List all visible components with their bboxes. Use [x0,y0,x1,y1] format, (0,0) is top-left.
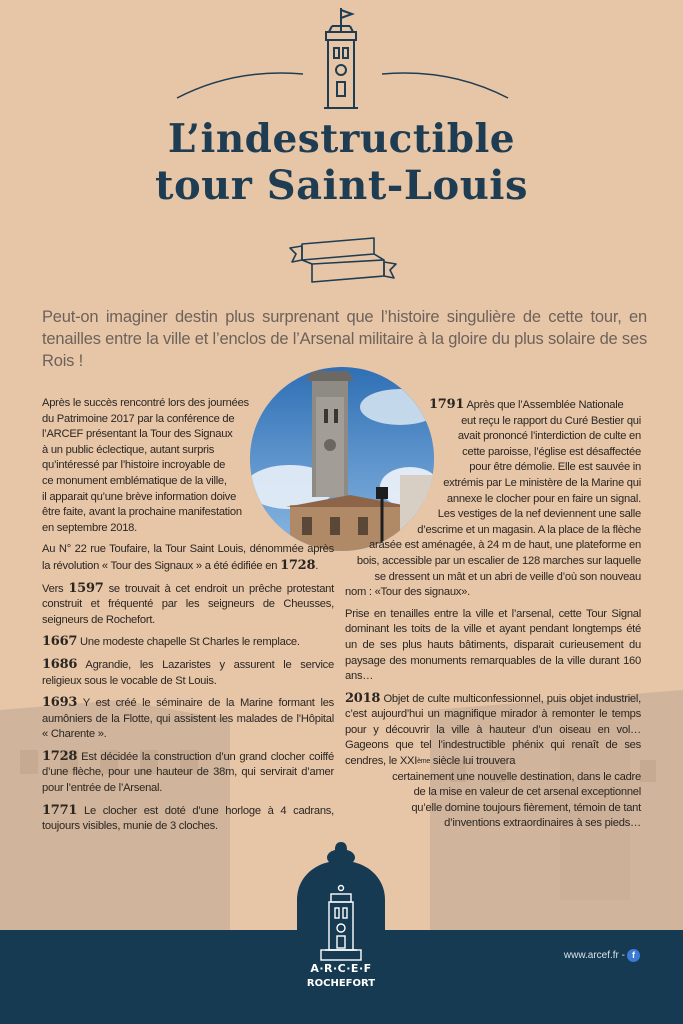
right-column [345,397,641,838]
page-title-line2: tour Saint-Louis [155,162,528,209]
right-paragraph-3: 2018 Objet de culte multiconfessionnel, puis objet industriel, c’est aujourd’hui un magnifique mirador à remonter le temps pour y découvrir la ville à hauteur d’un oiseau en vol… Gageons que tel l’indestructible phénix qui renaît de ses cendres, le XXIème siècle lui trouvera certainement une nouvelle destination, dans le cadre de la mise en valeur de cet arsenal exceptionnel qu’elle domine toujours fièrement, témoin de tant d’inventions extraordinaires à ses pieds… [345,690,641,830]
left-paragraph-5: 1686 Agrandie, les Lazaristes y assurent le service religieux sous le vocable de St Louis. [42,656,334,687]
left-paragraph-7: 1728 Est décidée la construction d’un grand clocher coiffé d’une flèche, pour une hauteur de 38m, qui servirait d’amer pour l’entrée de l’Arsenal. [42,748,334,795]
left-paragraph-4: 1667 Une modeste chapelle St Charles le remplace. [42,634,300,650]
intro-paragraph: Peut-on imaginer destin plus surprenant que l’histoire singulière de cette tour, en tenailles entre la ville et l’enclos de l’Arsenal militaire à la gloire du plus solaire de ses Rois ! [42,308,647,370]
right-paragraph-2: Prise en tenailles entre la ville et l’arsenal, cette Tour Signal dominant les toits de la ville et ayant pendant longtemps été un de ses plus hauts bâtiments, disparait curieusement du paysage des monuments remarquables de la ville durant 160 ans… [345,607,641,683]
page-title-line1: L’indestructible [167,116,516,162]
arcef-badge [291,838,391,1024]
left-paragraph-3: Vers 1597 se trouvait à cet endroit un prêche protestant construit et fréquenté par les seigneurs de Cheusses, seigneurs de Rochefort. [42,580,335,626]
logo-city: ROCHEFORT [306,978,376,989]
left-paragraph-1: Après le succès rencontré lors des journées du Patrimoine 2017 par la conférence de l’ARCEF présentant la Tour des Signaux à un public éclectique, autant surpris qu’intéressé par l’histoire incroyable de ce monument emblématique de la ville, il apparait qu’une brève information doive être faite, avant la prochaine manifestation en septembre 2018. [42,397,249,534]
right-paragraph-1: 1791 Après que l’Assemblée Nationale eut reçu le rapport du Curé Bestier qui avait prononcé l’interdiction de culte en cette paroisse, l’église est désaffectée pour être démolie. Elle est sauvée in extrémis par Le ministère de la Marine qui annexe le clocher pour en faire un signal. Les vestiges de la nef deviennent une salle d’escrime et un magasin. A la place de la flèche arasée est aménagée, à 24 m de haut, une plateforme en bois, accessible par un escalier de 128 marches sur laquelle se dressent un mât et un abri de veille d’où son nouveau nom : «Tour des signaux». [345,397,641,599]
website-link[interactable]: www.arcef.fr - [563,950,625,961]
tower-outline-icon [316,6,366,110]
left-paragraph-2: Au N° 22 rue Toufaire, la Tour Saint Louis, dénommée après la révolution « Tour des Signaux » a été édifiée en 1728. [42,543,334,573]
left-column [42,396,334,841]
logo-acronym: A·R·C·E·F [310,962,372,975]
title-arc-right [380,60,510,100]
facebook-icon[interactable]: f [627,949,640,962]
left-paragraph-6: 1693 Y est créé le séminaire de la Marine formant les aumôniers de la Flotte, qui assistent les malades de l’Hôpital « Charente ». [42,695,335,741]
ribbon-banner-icon [288,236,398,284]
title-arc-left [175,60,305,100]
left-paragraph-8: 1771 Le clocher est doté d’une horloge à 4 cadrans, toujours visibles, munie de 3 cloches. [42,802,335,833]
